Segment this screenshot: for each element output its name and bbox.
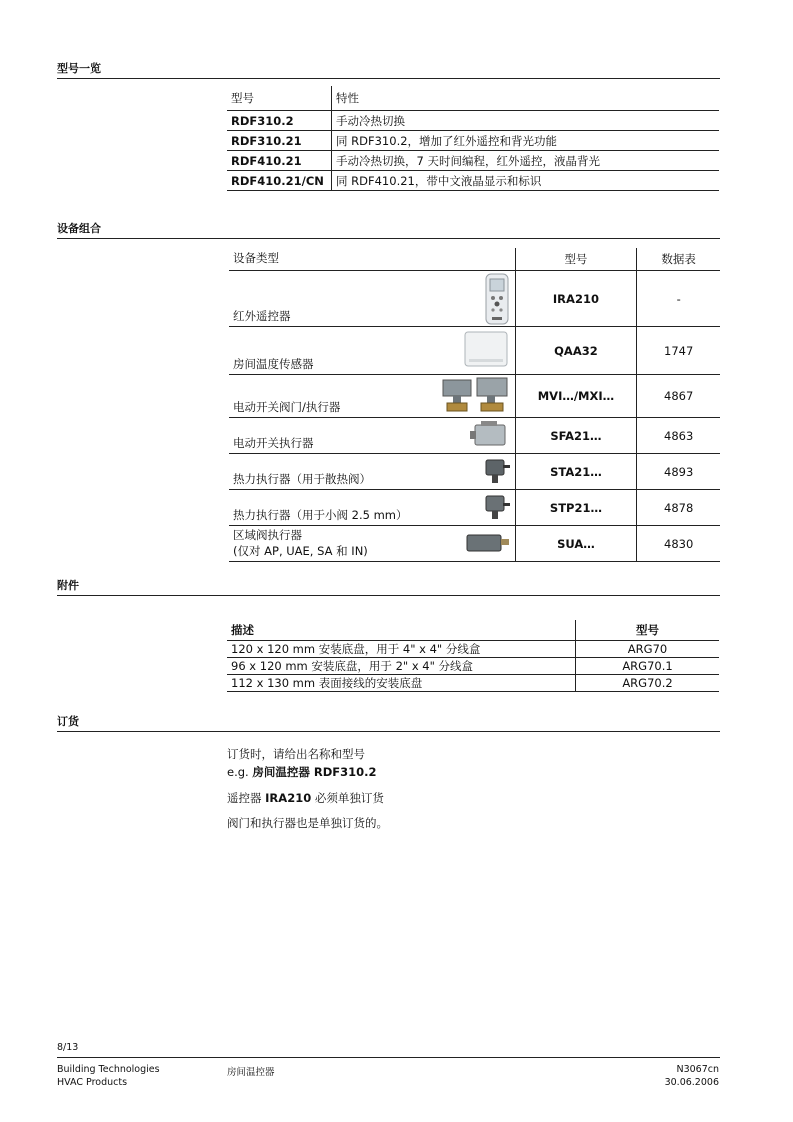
- device-type-label: 热力执行器（用于小阀 2.5 mm）: [233, 508, 408, 522]
- device-type-cell: [229, 526, 515, 562]
- thermal-actuator-image: [481, 455, 511, 485]
- description-cell: 96 x 120 mm 安装底盘，用于 2" x 4" 分线盒: [227, 658, 576, 675]
- ordering-line-1: 订货时，请给出名称和型号: [227, 747, 365, 761]
- section-rule: [57, 238, 720, 239]
- header-model: 型号: [515, 248, 637, 271]
- table-row: [229, 375, 720, 418]
- combination-table: [229, 248, 720, 562]
- ordering-line-2: [227, 764, 376, 780]
- model-cell: STP21…: [515, 490, 637, 526]
- device-type-cell: [229, 375, 515, 418]
- model-cell: RDF310.21: [227, 131, 332, 151]
- footer-product: 房间温控器: [227, 1067, 275, 1078]
- feature-cell: 手动冷热切换，7 天时间编程，红外遥控，液晶背光: [332, 151, 720, 171]
- description-cell: 120 x 120 mm 安装底盘，用于 4" x 4" 分线盒: [227, 641, 576, 658]
- section-rule: [57, 731, 720, 732]
- table-row: [229, 418, 720, 454]
- feature-cell: 同 RDF410.21，带中文液晶显示和标识: [332, 171, 720, 191]
- datasheet-cell: 4863: [637, 418, 720, 454]
- table-row: [229, 271, 720, 327]
- feature-cell: 手动冷热切换: [332, 111, 720, 131]
- ordering-remote-suffix: 必须单独订货: [311, 791, 384, 805]
- table-row: [229, 526, 720, 562]
- zone-valve-actuator-image: [465, 529, 511, 557]
- footer-company-2: HVAC Products: [57, 1077, 128, 1088]
- section-rule: [57, 78, 720, 79]
- ordering-remote-prefix: 遥控器: [227, 791, 266, 805]
- table-header-row: [227, 86, 719, 111]
- header-datasheet: 数据表: [637, 248, 720, 271]
- device-type-label: 热力执行器（用于散热阀）: [233, 472, 371, 486]
- footer-date: 30.06.2006: [664, 1077, 719, 1088]
- table-row: [227, 675, 719, 692]
- model-cell: MVI…/MXI…: [515, 375, 637, 418]
- device-type-label: 红外遥控器: [233, 309, 291, 323]
- header-model: 型号: [227, 86, 332, 111]
- section-rule: [57, 595, 720, 596]
- header-feature: 特性: [332, 86, 720, 111]
- model-cell: RDF410.21: [227, 151, 332, 171]
- header-description: 描述: [227, 620, 576, 641]
- section-title-combination: 设备组合: [57, 222, 101, 235]
- accessories-table: [227, 620, 719, 692]
- datasheet-cell: 4893: [637, 454, 720, 490]
- device-type-note: (仅对 AP, UAE, SA 和 IN): [233, 544, 368, 558]
- footer-rule: [57, 1057, 720, 1058]
- table-header-row: [227, 620, 719, 641]
- section-title-models: 型号一览: [57, 62, 101, 75]
- device-type-cell: [229, 271, 515, 327]
- temperature-sensor-image: [461, 329, 511, 369]
- model-cell: ARG70: [576, 641, 720, 658]
- table-row: [227, 641, 719, 658]
- footer-document-number: N3067cn: [676, 1064, 719, 1075]
- device-type-cell: [229, 327, 515, 375]
- datasheet-cell: -: [637, 271, 720, 327]
- model-cell: QAA32: [515, 327, 637, 375]
- device-type-cell: [229, 418, 515, 454]
- table-row: [227, 111, 719, 131]
- model-cell: IRA210: [515, 271, 637, 327]
- model-cell: SFA21…: [515, 418, 637, 454]
- device-type-label: 区域阀执行器: [233, 528, 302, 542]
- model-cell: STA21…: [515, 454, 637, 490]
- device-type-label: 电动开关执行器: [233, 436, 314, 450]
- table-row: [227, 658, 719, 675]
- datasheet-cell: 4867: [637, 375, 720, 418]
- ordering-line-4: 阀门和执行器也是单独订货的。: [227, 816, 388, 830]
- datasheet-cell: 4830: [637, 526, 720, 562]
- section-title-accessories: 附件: [57, 579, 79, 592]
- table-row: [229, 490, 720, 526]
- switch-actuator-image: [467, 419, 511, 449]
- model-cell: ARG70.1: [576, 658, 720, 675]
- description-cell: 112 x 130 mm 表面接线的安装底盘: [227, 675, 576, 692]
- table-row: [227, 151, 719, 171]
- device-type-label: 电动开关阀门/执行器: [233, 400, 341, 414]
- model-cell: ARG70.2: [576, 675, 720, 692]
- remote-control-image: [483, 273, 511, 325]
- thermal-actuator-small-image: [481, 491, 511, 521]
- datasheet-cell: 4878: [637, 490, 720, 526]
- table-row: [229, 327, 720, 375]
- feature-cell: 同 RDF310.2，增加了红外遥控和背光功能: [332, 131, 720, 151]
- device-type-cell: [229, 454, 515, 490]
- footer-company-1: Building Technologies: [57, 1064, 160, 1075]
- table-header-row: [229, 248, 720, 271]
- header-model: 型号: [576, 620, 720, 641]
- header-device-type: 设备类型: [229, 248, 515, 271]
- model-cell: SUA…: [515, 526, 637, 562]
- device-type-cell: [229, 490, 515, 526]
- ordering-line-3: [227, 790, 384, 806]
- ordering-remote-bold: IRA210: [265, 791, 312, 805]
- device-type-label: 房间温度传感器: [233, 357, 314, 371]
- model-cell: RDF410.21/CN: [227, 171, 332, 191]
- table-row: [227, 171, 719, 191]
- section-title-ordering: 订货: [57, 715, 79, 728]
- table-row: [227, 131, 719, 151]
- ordering-example-prefix: e.g.: [227, 765, 253, 779]
- page-number: 8/13: [57, 1042, 79, 1053]
- models-table: [227, 86, 719, 191]
- datasheet-cell: 1747: [637, 327, 720, 375]
- model-cell: RDF310.2: [227, 111, 332, 131]
- ordering-example-bold: 房间温控器 RDF310.2: [252, 765, 377, 779]
- valve-actuator-image: [441, 376, 511, 414]
- table-row: [229, 454, 720, 490]
